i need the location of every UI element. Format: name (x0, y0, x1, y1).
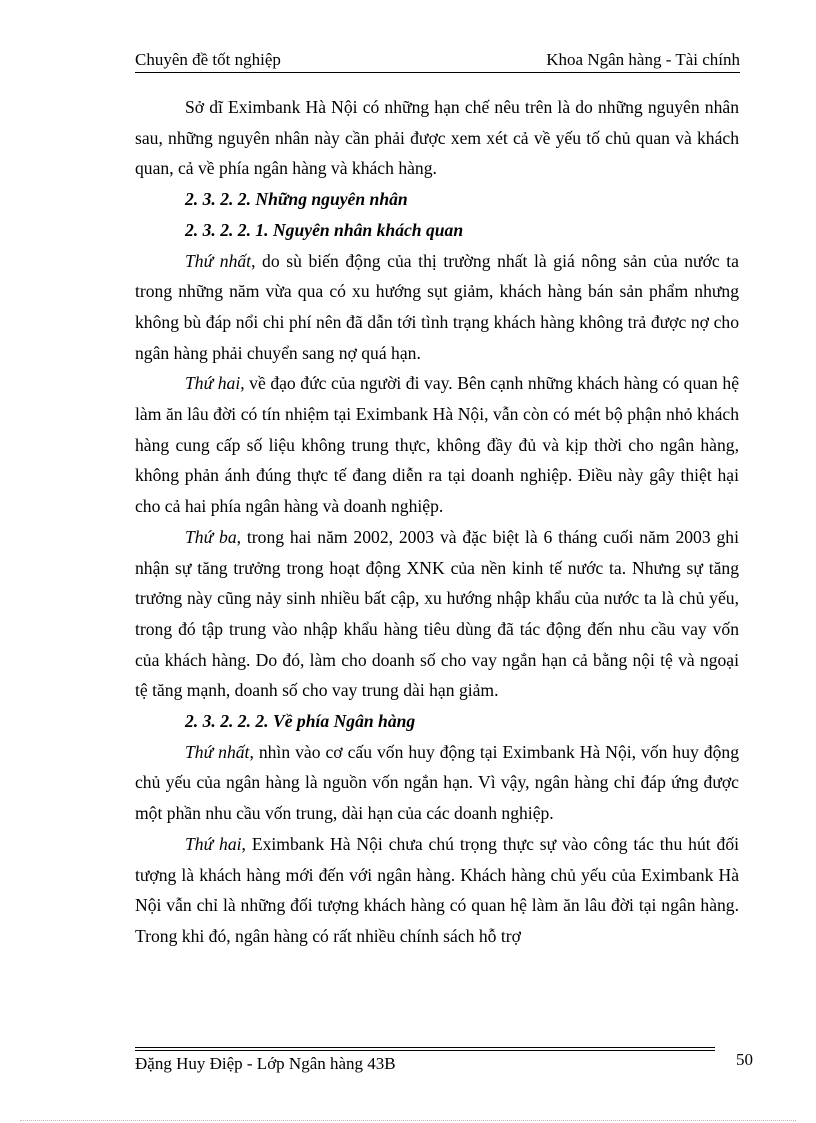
paragraph-text: , Eximbank Hà Nội chưa chú trọng thực sự vào công tác thu hút đối tượng là khách hàng mới đến với ngân hàng. Khách hàng chủ yếu của Eximbank Hà Nội vẫn chỉ là những đối tượng khách hàng có quan hệ làm ăn lâu đời tại ngân hàng. Trong khi đó, ngân hàng có rất nhiều chính sách hỗ trợ (135, 833, 739, 946)
paragraph-text: , do sù biến động của thị trường nhất là giá nông sản của nước ta trong những năm vừa qua có xu hướng sụt giảm, khách hàng bán sản phẩm nhưng không bù đáp nổi chi phí nên đã dẫn tới tình trạng khách hàng không trả được nợ cho ngân hàng phải chuyển sang nợ quá hạn. (135, 250, 739, 363)
section-heading-causes: 2. 3. 2. 2. Những nguyên nhân (185, 189, 408, 210)
page-number: 50 (736, 1050, 753, 1069)
paragraph-bank-first (135, 737, 739, 829)
paragraph-text: , nhìn vào cơ cấu vốn huy động tại Eximbank Hà Nội, vốn huy động chủ yếu của ngân hàng là nguồn vốn ngắn hạn. Vì vậy, ngân hàng chỉ đáp ứng được một phần nhu cầu vốn trung, dài hạn của các doanh nghiệp. (135, 741, 739, 824)
footer-divider-top (135, 1047, 715, 1048)
paragraph-bank-second (135, 829, 739, 952)
paragraph-text: , trong hai năm 2002, 2003 và đặc biệt là 6 tháng cuối năm 2003 ghi nhận sự tăng trưởng trong hoạt động XNK của nền kinh tế nước ta. Nhưng sự tăng trưởng này cũng nảy sinh nhiều bất cập, xu hướng nhập khẩu của nước ta là chủ yếu, trong đó tập trung vào nhập khẩu hàng tiêu dùng đã tác động đến nhu cầu vay vốn của khách hàng. Do đó, làm cho doanh số cho vay ngắn hạn cả bằng nội tệ và ngoại tệ tăng mạnh, doanh số cho vay trung dài hạn giảm. (135, 526, 739, 701)
paragraph-lead: Thứ ba (185, 526, 237, 547)
paragraph-lead: Thứ nhất (185, 741, 250, 762)
section-heading-bank-side: 2. 3. 2. 2. 2. Về phía Ngân hàng (185, 711, 416, 732)
page-header (135, 50, 740, 72)
intro-paragraph: Sở dĩ Eximbank Hà Nội có những hạn chế nêu trên là do những nguyên nhân sau, những nguyên nhân này cần phải được xem xét cả về yếu tố chủ quan và khách quan, cả về phía ngân hàng và khách hàng. (135, 97, 739, 179)
paragraph-lead: Thứ hai (185, 373, 241, 394)
footer-author: Đặng Huy Điệp - Lớp Ngân hàng 43B (135, 1054, 396, 1073)
paragraph-objective-third (135, 522, 739, 706)
page-body (135, 92, 739, 952)
paragraph-lead: Thứ hai (185, 833, 242, 854)
header-right-title: Khoa Ngân hàng - Tài chính (546, 50, 740, 69)
footer-divider-bottom (135, 1050, 715, 1051)
header-left-title: Chuyên đề tốt nghiệp (135, 50, 281, 69)
section-heading-objective-causes: 2. 3. 2. 2. 1. Nguyên nhân khách quan (185, 219, 464, 240)
paragraph-lead: Thứ nhất (185, 250, 252, 271)
page-bottom-edge (20, 1120, 796, 1121)
header-divider (135, 72, 740, 73)
paragraph-objective-second (135, 368, 739, 522)
paragraph-objective-first (135, 246, 739, 369)
paragraph-text: , về đạo đức của người đi vay. Bên cạnh những khách hàng có quan hệ làm ăn lâu đời có tín nhiệm tại Eximbank Hà Nội, vẫn còn có mét bộ phận nhỏ khách hàng cung cấp số liệu không trung thực, không đầy đủ và kịp thời cho ngân hàng, không phản ánh đúng thực tế đang diễn ra tại doanh nghiệp. Điều này gây thiệt hại cho cả hai phía ngân hàng và doanh nghiệp. (135, 373, 740, 517)
